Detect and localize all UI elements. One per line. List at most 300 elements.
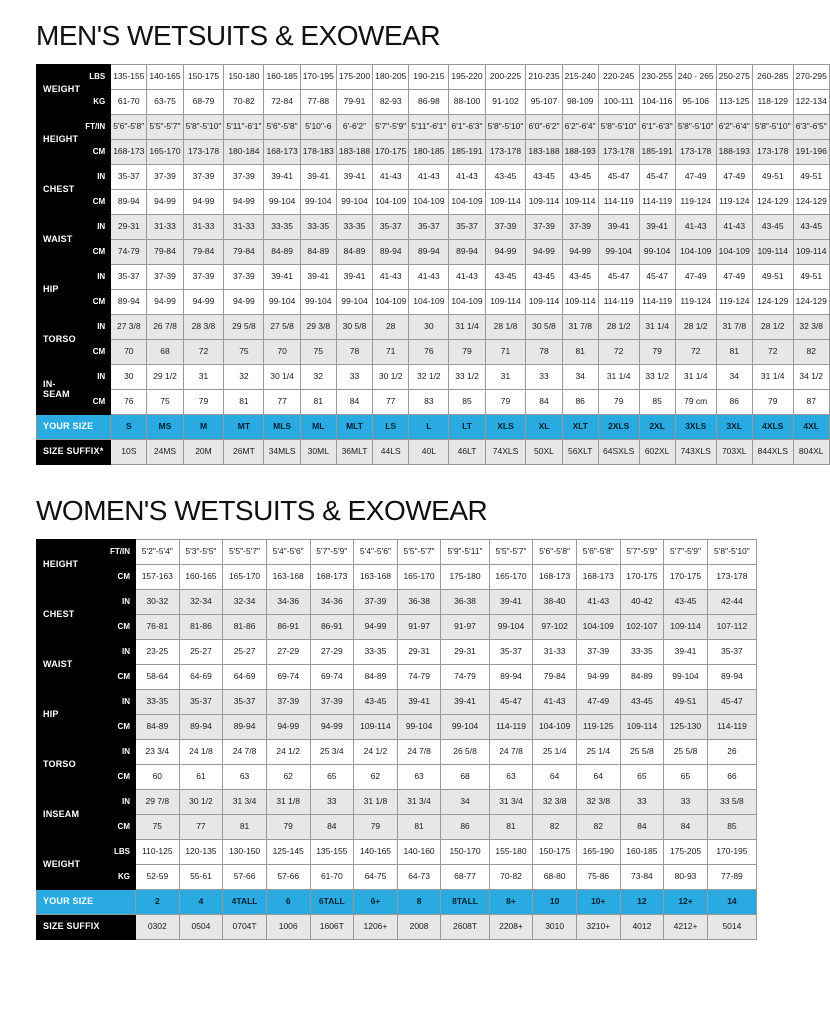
measurement-cell: 79-91 xyxy=(336,90,372,115)
measurement-cell: 160-185 xyxy=(620,840,664,865)
measurement-row xyxy=(37,265,830,290)
row-unit-label: IN xyxy=(83,365,111,390)
measurement-cell: 104-109 xyxy=(373,190,409,215)
measurement-cell: 28 1/8 xyxy=(485,315,526,340)
row-group-label: HEIGHT xyxy=(37,115,83,165)
measurement-cell: 81 xyxy=(489,815,533,840)
measurement-cell: 31 3/4 xyxy=(489,790,533,815)
measurement-cell: 31 1/4 xyxy=(449,315,485,340)
measurement-cell: 75 xyxy=(147,390,183,415)
measurement-cell: 109-114 xyxy=(354,715,398,740)
measurement-cell: 37-39 xyxy=(526,215,562,240)
measurement-cell: 99-104 xyxy=(264,290,300,315)
measurement-cell: 84-89 xyxy=(136,715,180,740)
measurement-cell: 81 xyxy=(397,815,441,840)
measurement-cell: 81 xyxy=(223,815,267,840)
size-cell: 2XLS xyxy=(598,415,639,440)
row-unit-label: CM xyxy=(83,140,111,165)
measurement-cell: 125-130 xyxy=(664,715,708,740)
measurement-cell: 33 5/8 xyxy=(707,790,756,815)
measurement-row xyxy=(37,665,757,690)
measurement-cell: 86-91 xyxy=(266,615,310,640)
measurement-cell: 71 xyxy=(373,340,409,365)
measurement-cell: 94-99 xyxy=(485,240,526,265)
measurement-cell: 82 xyxy=(793,340,829,365)
row-unit-label: IN xyxy=(96,590,136,615)
measurement-cell: 47-49 xyxy=(716,165,752,190)
womens-table-title: WOMEN'S WETSUITS & EXOWEAR xyxy=(36,495,488,526)
measurement-cell: 185-191 xyxy=(449,140,485,165)
measurement-cell: 32 3/8 xyxy=(793,315,829,340)
measurement-cell: 41-43 xyxy=(675,215,716,240)
measurement-cell: 78 xyxy=(526,340,562,365)
measurement-cell: 28 1/2 xyxy=(675,315,716,340)
measurement-cell: 41-43 xyxy=(373,165,409,190)
size-cell: MS xyxy=(147,415,183,440)
measurement-cell: 81 xyxy=(300,390,336,415)
measurement-cell: 41-43 xyxy=(533,690,577,715)
measurement-cell: 47-49 xyxy=(675,265,716,290)
measurement-cell: 39-41 xyxy=(264,165,300,190)
measurement-cell: 84-89 xyxy=(264,240,300,265)
measurement-cell: 28 1/2 xyxy=(752,315,793,340)
measurement-cell: 28 3/8 xyxy=(183,315,224,340)
measurement-cell: 62 xyxy=(266,765,310,790)
measurement-cell: 70-82 xyxy=(489,865,533,890)
measurement-cell: 84 xyxy=(336,390,372,415)
measurement-cell: 84-89 xyxy=(620,665,664,690)
measurement-cell: 82 xyxy=(576,815,620,840)
size-cell: MT xyxy=(224,415,264,440)
measurement-cell: 89-94 xyxy=(489,665,533,690)
measurement-cell: 62 xyxy=(354,765,398,790)
suffix-cell: 44LS xyxy=(373,440,409,465)
measurement-cell: 35-37 xyxy=(373,215,409,240)
measurement-cell: 120-135 xyxy=(179,840,223,865)
measurement-cell: 77 xyxy=(179,815,223,840)
measurement-cell: 84 xyxy=(526,390,562,415)
measurement-cell: 79 xyxy=(752,390,793,415)
measurement-cell: 34 xyxy=(441,790,489,815)
measurement-cell: 41-43 xyxy=(373,265,409,290)
measurement-cell: 24 7/8 xyxy=(223,740,267,765)
measurement-row xyxy=(37,290,830,315)
measurement-cell: 94-99 xyxy=(526,240,562,265)
measurement-cell: 31 1/4 xyxy=(639,315,675,340)
measurement-cell: 163-168 xyxy=(354,565,398,590)
measurement-cell: 32-34 xyxy=(223,590,267,615)
measurement-cell: 49-51 xyxy=(664,690,708,715)
suffix-cell: 1206+ xyxy=(354,915,398,940)
measurement-cell: 26 7/8 xyxy=(147,315,183,340)
measurement-cell: 39-41 xyxy=(336,165,372,190)
measurement-cell: 26 5/8 xyxy=(441,740,489,765)
measurement-cell: 109-114 xyxy=(562,290,598,315)
measurement-cell: 5'7"-5'9" xyxy=(373,115,409,140)
size-cell: 8TALL xyxy=(441,890,489,915)
measurement-cell: 31 xyxy=(485,365,526,390)
measurement-cell: 39-41 xyxy=(489,590,533,615)
measurement-row xyxy=(37,215,830,240)
measurement-cell: 29-31 xyxy=(397,640,441,665)
row-unit-label: CM xyxy=(83,340,111,365)
measurement-cell: 98-109 xyxy=(562,90,598,115)
row-group-label: WAIST xyxy=(37,640,96,690)
measurement-cell: 55-61 xyxy=(179,865,223,890)
measurement-cell: 84 xyxy=(664,815,708,840)
measurement-cell: 124-129 xyxy=(793,190,829,215)
measurement-cell: 109-114 xyxy=(485,190,526,215)
measurement-cell: 30 xyxy=(409,315,449,340)
size-cell: ML xyxy=(300,415,336,440)
measurement-cell: 175-180 xyxy=(441,565,489,590)
measurement-row xyxy=(37,615,757,640)
measurement-cell: 45-47 xyxy=(598,265,639,290)
size-cell: 8+ xyxy=(489,890,533,915)
measurement-cell: 24 1/2 xyxy=(354,740,398,765)
measurement-cell: 109-114 xyxy=(526,290,562,315)
measurement-cell: 72 xyxy=(752,340,793,365)
measurement-cell: 104-109 xyxy=(373,290,409,315)
measurement-cell: 135-155 xyxy=(111,65,147,90)
suffix-cell: 26MT xyxy=(224,440,264,465)
row-unit-label: IN xyxy=(96,740,136,765)
measurement-cell: 33-35 xyxy=(300,215,336,240)
measurement-cell: 124-129 xyxy=(752,290,793,315)
measurement-cell: 85 xyxy=(449,390,485,415)
measurement-cell: 42-44 xyxy=(707,590,756,615)
measurement-cell: 86 xyxy=(562,390,598,415)
measurement-cell: 5'7"-5'9" xyxy=(664,540,708,565)
measurement-cell: 32 xyxy=(224,365,264,390)
measurement-cell: 37-39 xyxy=(576,640,620,665)
measurement-cell: 84 xyxy=(310,815,354,840)
measurement-cell: 5'6"-5'8" xyxy=(576,540,620,565)
measurement-cell: 39-41 xyxy=(336,265,372,290)
measurement-cell: 89-94 xyxy=(111,290,147,315)
measurement-cell: 94-99 xyxy=(183,190,224,215)
row-group-label: TORSO xyxy=(37,315,83,365)
row-group-label: WAIST xyxy=(37,215,83,265)
measurement-cell: 70 xyxy=(111,340,147,365)
row-unit-label: CM xyxy=(96,715,136,740)
row-unit-label: CM xyxy=(96,565,136,590)
suffix-cell: 703XL xyxy=(716,440,752,465)
measurement-cell: 170-175 xyxy=(664,565,708,590)
measurement-cell: 5'6"-5'8" xyxy=(533,540,577,565)
measurement-cell: 61-70 xyxy=(111,90,147,115)
measurement-cell: 37-39 xyxy=(310,690,354,715)
measurement-cell: 99-104 xyxy=(489,615,533,640)
measurement-cell: 29 1/2 xyxy=(147,365,183,390)
measurement-cell: 43-45 xyxy=(485,265,526,290)
measurement-cell: 84-89 xyxy=(300,240,336,265)
measurement-row xyxy=(37,815,757,840)
measurement-cell: 63 xyxy=(489,765,533,790)
measurement-cell: 5'5"-5'7" xyxy=(147,115,183,140)
row-unit-label: IN xyxy=(83,165,111,190)
suffix-cell: 34MLS xyxy=(264,440,300,465)
measurement-cell: 99-104 xyxy=(336,190,372,215)
measurement-cell: 72 xyxy=(675,340,716,365)
measurement-cell: 25-27 xyxy=(223,640,267,665)
measurement-cell: 6'3"-6'5" xyxy=(793,115,829,140)
measurement-cell: 125-145 xyxy=(266,840,310,865)
measurement-cell: 104-109 xyxy=(449,290,485,315)
measurement-cell: 39-41 xyxy=(664,640,708,665)
measurement-cell: 122-134 xyxy=(793,90,829,115)
measurement-cell: 165-170 xyxy=(147,140,183,165)
measurement-cell: 75 xyxy=(136,815,180,840)
measurement-cell: 39-41 xyxy=(300,165,336,190)
measurement-cell: 81-86 xyxy=(179,615,223,640)
measurement-cell: 5'5"-5'7" xyxy=(223,540,267,565)
measurement-cell: 110-125 xyxy=(136,840,180,865)
measurement-cell: 157-163 xyxy=(136,565,180,590)
measurement-cell: 180-184 xyxy=(224,140,264,165)
measurement-cell: 95-107 xyxy=(526,90,562,115)
measurement-cell: 39-41 xyxy=(639,215,675,240)
measurement-cell: 30 1/2 xyxy=(179,790,223,815)
measurement-cell: 109-114 xyxy=(526,190,562,215)
size-cell: 4TALL xyxy=(223,890,267,915)
suffix-cell: 30ML xyxy=(300,440,336,465)
measurement-cell: 77 xyxy=(264,390,300,415)
measurement-cell: 35-37 xyxy=(449,215,485,240)
measurement-cell: 37-39 xyxy=(147,165,183,190)
measurement-cell: 65 xyxy=(620,765,664,790)
row-unit-label: KG xyxy=(96,865,136,890)
measurement-cell: 5'11"-6'1" xyxy=(224,115,264,140)
row-group-label: HIP xyxy=(37,265,83,315)
measurement-cell: 27 5/8 xyxy=(264,315,300,340)
measurement-cell: 170-175 xyxy=(373,140,409,165)
measurement-cell: 91-97 xyxy=(441,615,489,640)
measurement-cell: 104-109 xyxy=(409,190,449,215)
measurement-cell: 97-102 xyxy=(533,615,577,640)
measurement-cell: 5'5"-5'7" xyxy=(397,540,441,565)
measurement-cell: 79-84 xyxy=(147,240,183,265)
suffix-cell: 844XLS xyxy=(752,440,793,465)
your-size-label: YOUR SIZE xyxy=(37,890,136,915)
measurement-cell: 30 5/8 xyxy=(336,315,372,340)
measurement-cell: 6'2"-6'4" xyxy=(562,115,598,140)
size-cell: LS xyxy=(373,415,409,440)
measurement-cell: 40-42 xyxy=(620,590,664,615)
measurement-cell: 5'6"-5'8" xyxy=(264,115,300,140)
measurement-cell: 168-173 xyxy=(310,565,354,590)
measurement-cell: 37-39 xyxy=(224,165,264,190)
measurement-cell: 65 xyxy=(664,765,708,790)
measurement-cell: 33 1/2 xyxy=(639,365,675,390)
measurement-cell: 6'-6'2" xyxy=(336,115,372,140)
suffix-cell: 0504 xyxy=(179,915,223,940)
row-unit-label: IN xyxy=(83,215,111,240)
measurement-cell: 70 xyxy=(264,340,300,365)
measurement-cell: 35-37 xyxy=(111,165,147,190)
measurement-cell: 109-114 xyxy=(664,615,708,640)
measurement-cell: 170-175 xyxy=(620,565,664,590)
measurement-cell: 37-39 xyxy=(224,265,264,290)
measurement-cell: 85 xyxy=(639,390,675,415)
row-unit-label: IN xyxy=(83,265,111,290)
suffix-cell: 74XLS xyxy=(485,440,526,465)
measurement-cell: 52-59 xyxy=(136,865,180,890)
row-unit-label: IN xyxy=(83,315,111,340)
measurement-cell: 25 5/8 xyxy=(664,740,708,765)
suffix-cell: 2608T xyxy=(441,915,489,940)
row-group-label: WEIGHT xyxy=(37,65,83,115)
measurement-cell: 81 xyxy=(224,390,264,415)
row-unit-label: IN xyxy=(96,640,136,665)
suffix-cell: 2208+ xyxy=(489,915,533,940)
row-group-label: CHEST xyxy=(37,165,83,215)
measurement-cell: 43-45 xyxy=(562,165,598,190)
measurement-cell: 29-31 xyxy=(441,640,489,665)
measurement-cell: 118-129 xyxy=(752,90,793,115)
measurement-cell: 33-35 xyxy=(136,690,180,715)
measurement-row xyxy=(37,190,830,215)
measurement-cell: 61-70 xyxy=(310,865,354,890)
measurement-cell: 180-185 xyxy=(409,140,449,165)
measurement-cell: 34-36 xyxy=(310,590,354,615)
measurement-cell: 68 xyxy=(147,340,183,365)
measurement-cell: 168-173 xyxy=(576,565,620,590)
suffix-cell: 20M xyxy=(183,440,224,465)
measurement-cell: 37-39 xyxy=(183,165,224,190)
measurement-cell: 104-109 xyxy=(449,190,485,215)
measurement-cell: 81 xyxy=(716,340,752,365)
measurement-cell: 68-79 xyxy=(183,90,224,115)
measurement-cell: 36-38 xyxy=(441,590,489,615)
measurement-row xyxy=(37,140,830,165)
measurement-cell: 49-51 xyxy=(752,165,793,190)
suffix-cell: 4212+ xyxy=(664,915,708,940)
measurement-cell: 119-124 xyxy=(716,190,752,215)
measurement-cell: 68-77 xyxy=(441,865,489,890)
measurement-cell: 45-47 xyxy=(639,165,675,190)
measurement-cell: 94-99 xyxy=(224,290,264,315)
measurement-cell: 31-33 xyxy=(183,215,224,240)
row-group-label: INSEAM xyxy=(37,790,96,840)
measurement-cell: 34 xyxy=(716,365,752,390)
measurement-cell: 173-178 xyxy=(183,140,224,165)
measurement-cell: 35-37 xyxy=(409,215,449,240)
row-unit-label: CM xyxy=(83,240,111,265)
row-group-label: CHEST xyxy=(37,590,96,640)
measurement-cell: 32 3/8 xyxy=(576,790,620,815)
measurement-row xyxy=(37,565,757,590)
measurement-cell: 57-66 xyxy=(223,865,267,890)
suffix-cell: 4012 xyxy=(620,915,664,940)
measurement-cell: 39-41 xyxy=(598,215,639,240)
measurement-cell: 31 1/4 xyxy=(675,365,716,390)
measurement-cell: 33 xyxy=(336,365,372,390)
size-cell: M xyxy=(183,415,224,440)
suffix-cell: 56XLT xyxy=(562,440,598,465)
measurement-cell: 5'11"-6'1" xyxy=(409,115,449,140)
measurement-cell: 140-160 xyxy=(397,840,441,865)
measurement-cell: 43-45 xyxy=(752,215,793,240)
size-cell: 2XL xyxy=(639,415,675,440)
measurement-cell: 220-245 xyxy=(598,65,639,90)
suffix-cell: 10S xyxy=(111,440,147,465)
measurement-cell: 5'9"-5'11" xyxy=(441,540,489,565)
measurement-cell: 24 1/8 xyxy=(179,740,223,765)
measurement-cell: 155-180 xyxy=(489,840,533,865)
measurement-cell: 150-170 xyxy=(441,840,489,865)
measurement-cell: 135-155 xyxy=(310,840,354,865)
measurement-cell: 38-40 xyxy=(533,590,577,615)
measurement-cell: 73-84 xyxy=(620,865,664,890)
measurement-cell: 81 xyxy=(562,340,598,365)
measurement-cell: 35-37 xyxy=(179,690,223,715)
measurement-cell: 45-47 xyxy=(707,690,756,715)
measurement-cell: 32-34 xyxy=(179,590,223,615)
measurement-row xyxy=(37,390,830,415)
measurement-cell: 39-41 xyxy=(300,265,336,290)
size-cell: 2 xyxy=(136,890,180,915)
measurement-cell: 188-193 xyxy=(562,140,598,165)
measurement-cell: 24 7/8 xyxy=(397,740,441,765)
measurement-cell: 150-175 xyxy=(533,840,577,865)
measurement-cell: 173-178 xyxy=(707,565,756,590)
measurement-cell: 65 xyxy=(310,765,354,790)
measurement-cell: 5'3"-5'5" xyxy=(179,540,223,565)
measurement-cell: 41-43 xyxy=(449,165,485,190)
measurement-cell: 130-150 xyxy=(223,840,267,865)
row-unit-label: CM xyxy=(83,190,111,215)
row-unit-label: LBS xyxy=(83,65,111,90)
measurement-cell: 45-47 xyxy=(598,165,639,190)
measurement-cell: 6'0"-6'2" xyxy=(526,115,562,140)
measurement-cell: 60 xyxy=(136,765,180,790)
size-cell: S xyxy=(111,415,147,440)
measurement-cell: 76 xyxy=(409,340,449,365)
size-cell: MLT xyxy=(336,415,372,440)
suffix-cell: 64SXLS xyxy=(598,440,639,465)
row-unit-label: IN xyxy=(96,690,136,715)
measurement-cell: 84-89 xyxy=(336,240,372,265)
measurement-cell: 94-99 xyxy=(562,240,598,265)
measurement-cell: 33-35 xyxy=(264,215,300,240)
measurement-cell: 210-235 xyxy=(526,65,562,90)
measurement-cell: 5'8"-5'10" xyxy=(707,540,756,565)
measurement-cell: 99-104 xyxy=(441,715,489,740)
measurement-cell: 25 1/4 xyxy=(533,740,577,765)
measurement-cell: 150-175 xyxy=(183,65,224,90)
measurement-cell: 104-109 xyxy=(716,240,752,265)
measurement-cell: 69-74 xyxy=(310,665,354,690)
measurement-cell: 33 1/2 xyxy=(449,365,485,390)
measurement-cell: 168-173 xyxy=(264,140,300,165)
your-size-row xyxy=(37,890,757,915)
measurement-row xyxy=(37,840,757,865)
measurement-cell: 30 xyxy=(111,365,147,390)
size-cell: XLT xyxy=(562,415,598,440)
row-unit-label: LBS xyxy=(96,840,136,865)
size-cell: 4 xyxy=(179,890,223,915)
measurement-cell: 119-124 xyxy=(675,190,716,215)
measurement-cell: 104-109 xyxy=(576,615,620,640)
measurement-cell: 94-99 xyxy=(354,615,398,640)
measurement-cell: 31 1/8 xyxy=(266,790,310,815)
row-unit-label: CM xyxy=(83,290,111,315)
measurement-cell: 183-188 xyxy=(526,140,562,165)
size-cell: L xyxy=(409,415,449,440)
measurement-cell: 5'6"-5'8" xyxy=(111,115,147,140)
measurement-cell: 25-27 xyxy=(179,640,223,665)
